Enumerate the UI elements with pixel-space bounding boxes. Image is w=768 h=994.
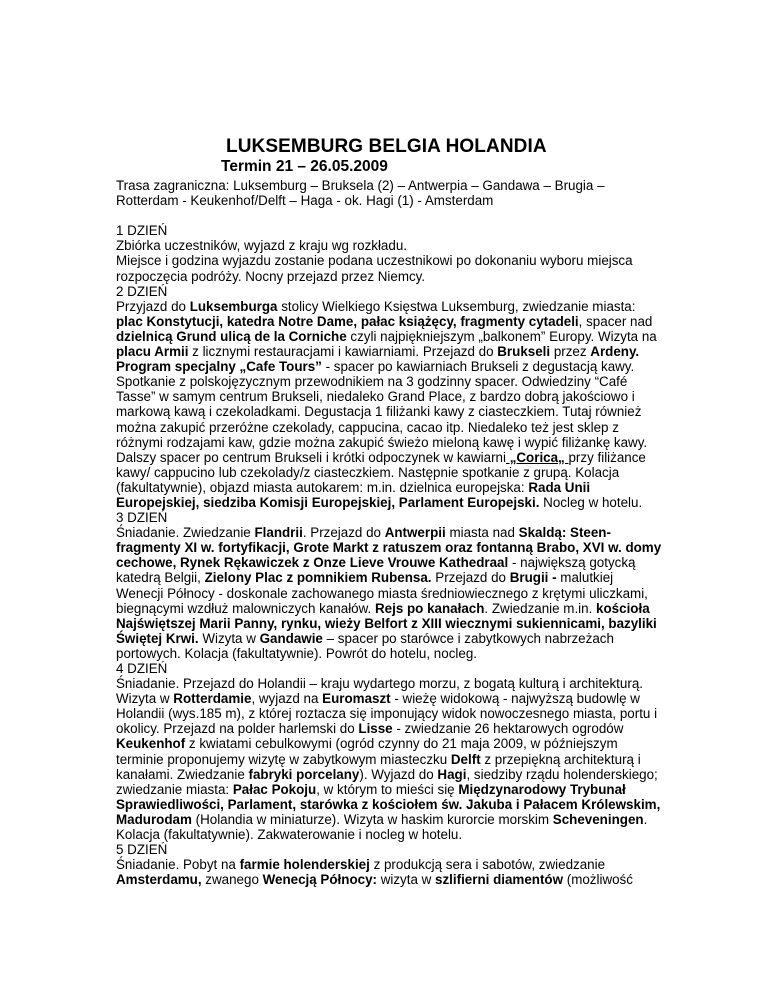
text-run: Przyjazd do — [116, 298, 190, 314]
text-run: Śniadanie. Pobyt na — [116, 857, 240, 873]
highlight: Program specjalny „Cafe Tours” — [116, 359, 322, 375]
day5-heading: 5 DZIEŃ — [116, 842, 168, 858]
text-run: miasta nad — [445, 525, 519, 541]
text-run: - zwiedzanie 26 hektarowych ogrodów — [392, 721, 624, 737]
highlight: Pałac Pokoju — [232, 781, 317, 797]
text-run: Wizyta w — [198, 630, 260, 646]
text-run: Śniadanie. Przejazd do Holandii – kraju wydartego morzu, z bogatą kulturą i architekturą. Wizyta w — [116, 676, 643, 707]
highlight: Brukseli — [497, 344, 551, 360]
day3-paragraph — [116, 525, 662, 661]
text-run: stolicy Wielkiego Księstwa Luksemburg, zwiedzanie miasta: — [277, 298, 636, 314]
day2-cafe-tours-paragraph — [116, 359, 662, 510]
text-run: przy filiżance kawy/ cappucino lub czekolady/z ciasteczkiem. Następnie spotkanie z grupą. Kolacja (fakultatywnie), objazd miasta autokarem: m.in. dzielnica europejska: — [116, 449, 646, 495]
highlight: Scheveningen — [552, 811, 644, 827]
highlight: plac Konstytucji, katedra Notre Dame, pałac książęcy, fragmenty cytadeli — [116, 313, 579, 329]
text-run: – spacer po starówce i zabytkowych nabrzeżach portowych. Kolacja (fakultatywnie). Powrót do hotelu, nocleg. — [116, 630, 614, 661]
text-run: z produkcją sera i sabotów, zwiedzanie — [369, 857, 606, 873]
highlight: Skaldą: Steen- fragmenty XI w. fortyfikacji, Grote Markt z ratuszem oraz fontanną Brabo, XVI w. domy cechowe, Rynek Rękawiczek z Onze Lieve Vrouwe Kathedraal — [116, 525, 662, 571]
text-run: (możliwość — [563, 872, 633, 888]
highlight: dzielnicą Grund ulicą de la Corniche — [116, 328, 347, 344]
highlight: Gandawie — [259, 630, 323, 646]
highlight: Flandrii — [254, 525, 303, 541]
highlight: Amsterdamu, — [116, 872, 202, 888]
text-run: ). Wyjazd do — [359, 766, 438, 782]
text-run: malutkiej Wenecji Północy - doskonale zachowanego miasta średniowiecznego z krętymi uliczkami, biegnącymi wzdłuż malowniczych kanałów. — [116, 570, 648, 616]
highlight: Rejs po kanałach — [375, 600, 485, 616]
highlight: Antwerpii — [384, 525, 446, 541]
text-run: . Kolacja (fakultatywnie). Zakwaterowanie i nocleg w hotelu. — [116, 811, 648, 843]
text-run: , wyjazd na — [251, 691, 323, 707]
text-run: Nocleg w hotelu. — [539, 494, 643, 510]
highlight: Brugii - — [509, 570, 557, 586]
highlight: Rada Unii Europejskiej, siedziba Komisji Europejskiej, Parlament Europejski. — [116, 479, 591, 510]
text-run: - największą gotycką katedrą Belgii, — [116, 555, 636, 586]
highlight: szlifierni diamentów — [435, 872, 564, 888]
highlight: placu Armii — [116, 344, 189, 360]
day2-paragraph — [116, 299, 662, 359]
day1-paragraph-2: Miejsce i godzina wyjazdu zostanie podana uczestnikowi po dokonaniu wyboru miejsca rozpoczęcia podróży. Nocny przejazd przez Niemcy. — [116, 253, 633, 284]
day4-paragraph — [116, 676, 662, 842]
text-run: , siedziby rządu holenderskiego; zwiedzanie miasta: — [116, 766, 658, 797]
text-run: przez — [550, 344, 591, 360]
text-run: wizyta w — [376, 872, 436, 888]
text-run: zwanego — [201, 872, 263, 888]
highlight: Delft — [450, 751, 481, 767]
highlight: Luksemburga — [189, 298, 278, 314]
day5-paragraph — [116, 857, 662, 887]
text-run: z kwiatami cebulkowymi (ogród czynny do 21 maja 2009, w późniejszym terminie proponujemy wizytę w zabytkowym miasteczku — [116, 736, 618, 767]
document-body — [116, 178, 662, 887]
highlight: Wenecją Północy: — [262, 872, 377, 888]
text-run: , w którym to mieści się — [316, 781, 459, 797]
highlight: Zielony Plac z pomnikiem Rubensa. — [204, 570, 432, 586]
day1-paragraph-1: Zbiórka uczestników, wyjazd z kraju wg rozkładu. — [116, 238, 407, 254]
highlight: Międzynarodowy Trybunał Sprawiedliwości, Parlament, starówka z kościołem św. Jakuba i Pałacem Królewskim, Madurodam — [116, 781, 661, 827]
day1-heading: 1 DZIEŃ — [116, 223, 168, 239]
text-run: (Holandia w miniaturze). Wizyta w haskim kurorcie morskim — [191, 811, 553, 827]
document-title: LUKSEMBURG BELGIA HOLANDIA — [226, 136, 547, 157]
route-description: Trasa zagraniczna: Luksemburg – Bruksela (2) – Antwerpia – Gandawa – Brugia –Rotterdam - Keukenhof/Delft – Haga - ok. Hagi (1) - Amsterdam — [116, 178, 605, 209]
day3-heading: 3 DZIEŃ — [116, 510, 168, 526]
highlight: Ardeny. — [590, 344, 640, 360]
text-run: - spacer po kawiarniach Brukseli z degustacją kawy. Spotkanie z polskojęzycznym przewodnikiem na 3 godzinny spacer. Odwiedziny “Café Tasse” w samym centrum Brukseli, niedaleko Grand Place, z bardzo dobrą jakościowo i markową kawą i czekoladkami. Degustacja 1 filiżanki kawy z ciasteczkiem. Tutaj również można zakupić przeróżne czekolady, cappucina, cacao itp. Niedaleko też jest sklep z różnymi rodzajami kaw, gdzie można zakupić świeżo mieloną kawę i wypić filiżankę kawy. Dalszy spacer po centrum Brukseli i krótki odpoczynek w kawiarni — [116, 359, 648, 465]
highlight: fabryki porcelany — [248, 766, 360, 782]
text-run: z przepiękną architekturą i kanałami. Zwiedzanie — [116, 751, 641, 782]
day2-heading: 2 DZIEŃ — [116, 283, 168, 299]
text-run: , spacer nad — [578, 313, 653, 329]
text-run: czyli najpiękniejszym „balkonem” Europy. Wizyta na — [346, 328, 657, 344]
highlight: Lisse — [358, 721, 393, 737]
highlight: Euromaszt — [322, 691, 391, 707]
highlight: Rotterdamie — [173, 691, 252, 707]
text-run: z licznymi restauracjami i kawiarniami. Przejazd do — [188, 344, 498, 360]
highlight: farmie holenderskiej — [239, 857, 370, 873]
text-run: . Przejazd do — [302, 525, 385, 541]
cafe-name: „Corica„ — [505, 449, 569, 465]
day4-heading: 4 DZIEŃ — [116, 661, 168, 676]
highlight: kościoła Najświętszej Marii Panny, rynku, wieży Belfort z XIII wiecznymi sukiennicami, bazyliki Świętej Krwi. — [116, 600, 657, 646]
text-run: Przejazd do — [431, 570, 510, 586]
highlight: Keukenhof — [116, 736, 186, 752]
trip-term: Termin 21 – 26.05.2009 — [221, 158, 388, 175]
highlight: Hagi — [437, 766, 467, 782]
text-run: . Zwiedzanie m.in. — [484, 600, 597, 616]
text-run: - wieżę widokową - najwyższą budowlę w Holandii (wys.185 m), z której roztacza się imponujący widok nowoczesnego miasta, portu i okolicy. Przejazd na polder harlemski do — [116, 691, 658, 737]
text-run: Śniadanie. Zwiedzanie — [116, 525, 255, 541]
